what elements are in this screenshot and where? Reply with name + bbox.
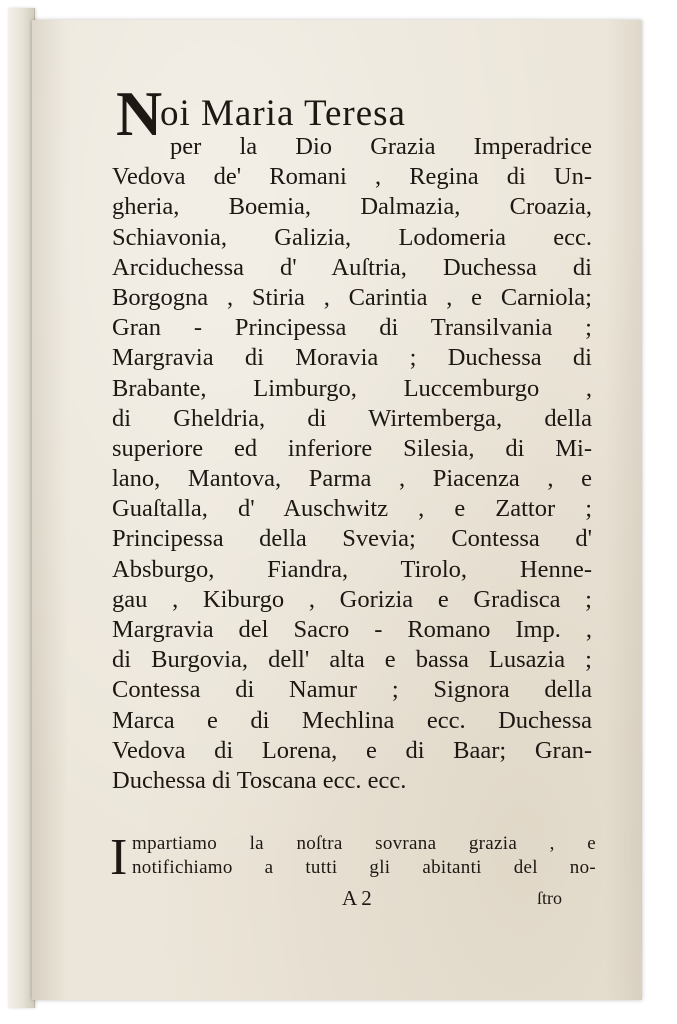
body-line: Margravia di Moravia ; Duchessa di (112, 344, 592, 372)
page-footer (282, 886, 582, 910)
body-line: Vedova de' Romani , Regina di Un- (112, 163, 592, 191)
second-paragraph (110, 829, 596, 886)
body-line: Margravia del Sacro - Romano Imp. , (112, 616, 592, 643)
body-line: Brabante, Limburgo, Luccemburgo , (112, 374, 592, 402)
body-line: per la Dio Grazia Imperadrice (170, 133, 592, 160)
body-line: Contessa di Namur ; Signora della (112, 676, 592, 704)
body-line: Absburgo, Fiandra, Tirolo, Henne- (112, 555, 592, 583)
paragraph-line: mpartiamo la noſtra sovrana grazia , e (132, 833, 596, 854)
title-text: oi Maria Teresa (160, 93, 406, 134)
body-line: gau , Kiburgo , Gorizia e Gradisca ; (112, 585, 592, 613)
body-line: Duchessa di Toscana ecc. ecc. (112, 766, 407, 794)
body-line: di Gheldria, di Wirtemberga, della (112, 404, 592, 432)
body-line: superiore ed inferiore Silesia, di Mi- (112, 434, 592, 462)
book-page (32, 20, 642, 1000)
signature-mark: A 2 (342, 886, 372, 910)
body-line: gheria, Boemia, Dalmazia, Croazia, (112, 193, 592, 221)
paragraph-line: notifichiamo a tutti gli abitanti del no- (132, 857, 596, 878)
body-line: Schiavonia, Galizia, Lodomeria ecc. (112, 223, 592, 251)
body-line: Arciduchessa d' Auſtria, Duchessa di (112, 253, 592, 281)
body-line: Guaſtalla, d' Auschwitz , e Zattor ; (112, 495, 592, 523)
body-line: di Burgovia, dell' alta e bassa Lusazia ; (112, 646, 592, 674)
book-spine (8, 8, 35, 1008)
catchword: ſtro (537, 888, 562, 908)
title-dropcap: N (116, 78, 163, 149)
body-line: lano, Mantova, Parma , Piacenza , e (112, 465, 592, 493)
body-line: Borgogna , Stiria , Carintia , e Carniola; (112, 283, 592, 311)
body-line: Gran - Principessa di Transilvania ; (112, 314, 592, 342)
paragraph-dropcap: I (110, 829, 128, 886)
proclamation-text (112, 78, 592, 796)
body-line: Principessa della Svevia; Contessa d' (112, 525, 592, 553)
body-line: Marca e di Mechlina ecc. Duchessa (112, 706, 592, 734)
body-line: Vedova di Lorena, e di Baar; Gran- (112, 736, 592, 764)
